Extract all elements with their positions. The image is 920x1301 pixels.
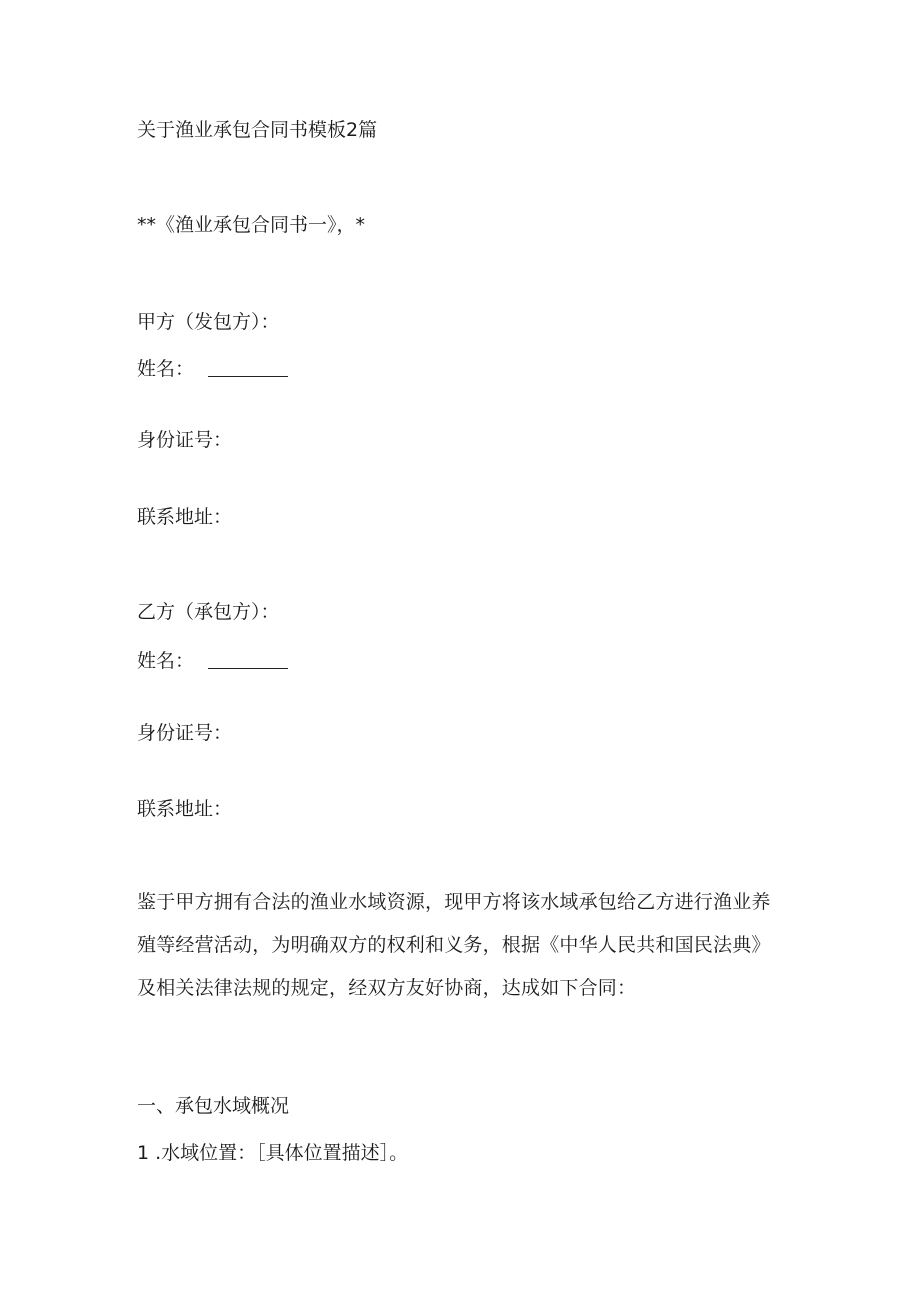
party-a-name-row <box>137 357 288 381</box>
party-b-name-row <box>137 649 288 673</box>
party-b-address-label: 联系地址： <box>137 798 233 820</box>
document-subtitle: **《渔业承包合同书一》，* <box>137 214 366 236</box>
party-a-name-label: 姓名： <box>137 358 195 380</box>
party-a-address-label: 联系地址： <box>137 506 233 528</box>
party-b-name-label: 姓名： <box>137 650 195 672</box>
party-a-id-label: 身份证号： <box>137 429 233 451</box>
party-b-heading: 乙方（承包方）： <box>137 601 280 623</box>
intro-paragraph: 鉴于甲方拥有合法的渔业水域资源，现甲方将该水域承包给乙方进行渔业养殖等经营活动，为明确双方的权利和义务，根据《中华人民共和国民法典》及相关法律法规的规定，经双方友好协商，达成如下合同： <box>137 891 771 999</box>
party-a-name-blank <box>208 362 288 377</box>
section-1-heading: 一、承包水域概况 <box>137 1095 290 1117</box>
section-1-item-1: 1 .水域位置：［具体位置描述］。 <box>137 1142 409 1164</box>
party-b-id-label: 身份证号： <box>137 722 233 744</box>
party-b-name-blank <box>208 654 288 669</box>
party-a-heading: 甲方（发包方）： <box>137 311 280 333</box>
document-title: 关于渔业承包合同书模板2篇 <box>137 119 378 141</box>
